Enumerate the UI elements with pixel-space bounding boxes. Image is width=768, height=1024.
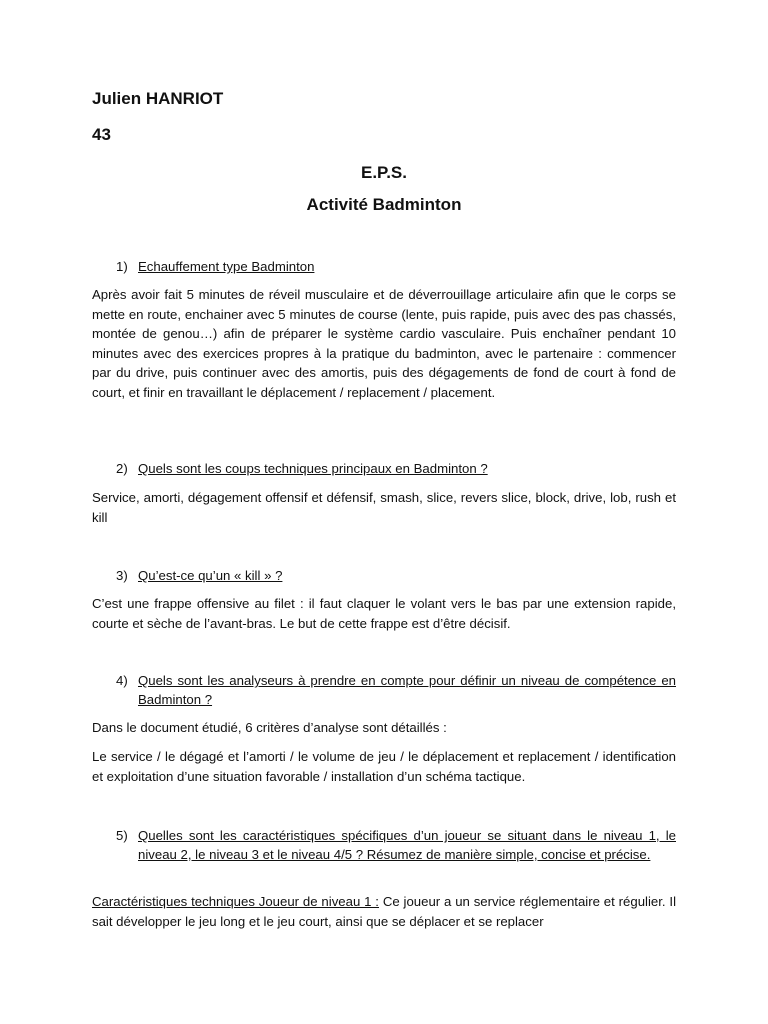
question-number: 3) — [116, 568, 128, 583]
student-number: 43 — [92, 125, 111, 144]
question-text: Echauffement type Badminton — [138, 259, 315, 274]
subject-title: E.P.S. — [361, 163, 407, 182]
question-number: 2) — [116, 461, 128, 476]
question-1 — [92, 257, 676, 276]
question-2 — [92, 459, 676, 478]
level-1-text: Ce joueur a un service réglementaire et régulier. Il sait développer le jeu long et le jeu court, ainsi que se déplacer et se replacer — [92, 894, 677, 929]
question-4 — [92, 671, 676, 709]
question-text: Quels sont les coups techniques principaux en Badminton ? — [138, 461, 488, 476]
answer-4-intro: Dans le document étudié, 6 critères d’analyse sont détaillés : — [92, 720, 447, 735]
question-3 — [92, 566, 676, 585]
question-text: Quelles sont les caractéristiques spécifiques d’un joueur se situant dans le niveau 1, le niveau 2, le niveau 3 et le niveau 4/5 ? Résumez de manière simple, concise et précise. — [138, 828, 676, 862]
answer-5 — [92, 892, 676, 931]
activity-title: Activité Badminton — [306, 195, 462, 214]
level-1-heading: Caractéristiques techniques Joueur de niveau 1 : — [92, 894, 379, 909]
question-number: 5) — [116, 828, 128, 843]
question-number: 4) — [116, 673, 128, 688]
answer-3: C’est une frappe offensive au filet : il faut claquer le volant vers le bas par une extension rapide, courte et sèche de l’avant-bras. Le but de cette frappe est d’être décisif. — [92, 596, 676, 631]
question-5 — [92, 826, 676, 864]
question-text: Qu’est-ce qu’un « kill » ? — [138, 568, 283, 583]
author-name: Julien HANRIOT — [92, 89, 224, 108]
answer-4-criteria: Le service / le dégagé et l’amorti / le volume de jeu / le déplacement et replacement / identification et exploitation d’une situation favorable / installation d’un schéma tactique. — [92, 749, 676, 784]
answer-1: Après avoir fait 5 minutes de réveil musculaire et de déverrouillage articulaire afin que le corps se mette en route, enchainer avec 5 minutes de course (lente, puis rapide, puis avec des pas chassés, montée de genou…) afin de préparer le système cardio vasculaire. Puis enchaîner pendant 10 minutes avec des exercices propres à la pratique du badminton, avec le partenaire : commencer par du drive, puis continuer avec des amortis, puis des dégagements de fond de court à fond de court, et finir en travaillant le déplacement / replacement / placement. — [92, 287, 676, 400]
question-number: 1) — [116, 259, 128, 274]
question-text: Quels sont les analyseurs à prendre en compte pour définir un niveau de compétence en Badminton ? — [138, 673, 676, 707]
answer-2: Service, amorti, dégagement offensif et défensif, smash, slice, revers slice, block, drive, lob, rush et kill — [92, 490, 676, 525]
